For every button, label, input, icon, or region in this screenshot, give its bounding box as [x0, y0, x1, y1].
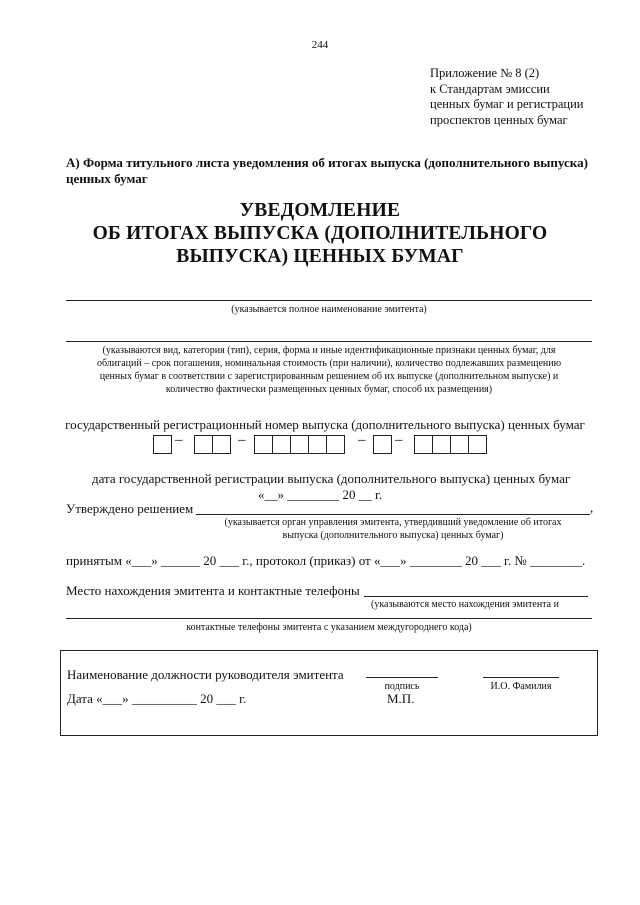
document-title: [60, 199, 580, 268]
signature-block: [60, 650, 598, 736]
appendix-line: Приложение № 8 (2): [430, 66, 540, 80]
reg-number-cells-5[interactable]: [414, 435, 487, 454]
securities-line: [66, 341, 592, 342]
approved-label: Утверждено решением: [66, 501, 194, 516]
hint-line: (указываются вид, категория (тип), серия, форма и иные идентификационные признаки ценных бумаг, для: [102, 345, 556, 356]
position-label: Наименование должности руководителя эмитента: [67, 667, 344, 682]
location-hint-1: (указываются место нахождения эмитента и: [371, 599, 559, 610]
appendix-line: проспектов ценных бумаг: [430, 112, 568, 127]
reg-separator: –: [238, 432, 246, 448]
location-line-2[interactable]: [66, 618, 592, 619]
name-line[interactable]: [483, 677, 559, 678]
approved-line[interactable]: [196, 514, 590, 515]
issuer-name-line: [66, 300, 592, 301]
reg-number-cells-3[interactable]: [254, 435, 345, 454]
hint-line: количество фактически размещенных ценных бумаг, способ их размещения): [165, 384, 493, 395]
stamp-label: М.П.: [387, 691, 415, 706]
adopted-line[interactable]: принятым «___» ______ 20 ___ г., протокол (приказ) от «___» ________ 20 ___ г. № ________.: [66, 553, 586, 568]
title-line: ОБ ИТОГАХ ВЫПУСКА (ДОПОЛНИТЕЛЬНОГО: [92, 223, 548, 244]
location-label: Место нахождения эмитента и контактные телефоны: [66, 583, 360, 598]
location-line[interactable]: [364, 596, 588, 597]
appendix-note: [430, 66, 583, 128]
reg-date-field[interactable]: «__» ________ 20 __ г.: [258, 487, 383, 502]
hint-line: ценных бумаг в соответствии с зарегистрированным решением об их выпуске (дополнительном выпуске) и: [99, 371, 559, 382]
date-line[interactable]: Дата «___» __________ 20 ___ г.: [67, 691, 247, 706]
hint-line: облигаций – срок погашения, номинальная стоимость (при наличии), количество подлежавших размещению: [96, 358, 562, 369]
title-line: ВЫПУСКА) ЦЕННЫХ БУМАГ: [176, 246, 464, 267]
approved-hint: [196, 516, 590, 542]
securities-hint: [62, 344, 596, 396]
location-hint-2: контактные телефоны эмитента с указанием междугороднего кода): [186, 622, 472, 633]
hint-line: (указывается орган управления эмитента, утвердивший уведомление об итогах: [224, 517, 562, 528]
issuer-hint: (указывается полное наименование эмитента): [231, 304, 427, 315]
reg-separator: –: [395, 432, 403, 448]
signature-line[interactable]: [366, 677, 438, 678]
appendix-line: ценных бумаг и регистрации: [430, 97, 584, 111]
title-line: УВЕДОМЛЕНИЕ: [239, 200, 401, 221]
name-label: И.О. Фамилия: [490, 681, 552, 692]
signature-label: подпись: [384, 681, 420, 692]
reg-date-label: дата государственной регистрации выпуска (дополнительного выпуска) ценных бумаг: [92, 471, 571, 486]
page-number: 244: [311, 39, 329, 51]
reg-separator: –: [358, 432, 366, 448]
section-title: А) Форма титульного листа уведомления об итогах выпуска (дополнительного выпуска) ценных бумаг: [66, 155, 588, 186]
hint-line: выпуска (дополнительного выпуска) ценных бумаг): [282, 530, 504, 541]
reg-number-cells-4[interactable]: [373, 435, 392, 454]
reg-number-cells-1[interactable]: [153, 435, 172, 454]
appendix-line: к Стандартам эмиссии: [430, 81, 550, 96]
reg-number-label: государственный регистрационный номер выпуска (дополнительного выпуска) ценных бумаг: [65, 417, 585, 432]
reg-separator: –: [175, 432, 183, 448]
reg-number-cells-2[interactable]: [194, 435, 231, 454]
approved-comma: ,: [590, 500, 594, 515]
